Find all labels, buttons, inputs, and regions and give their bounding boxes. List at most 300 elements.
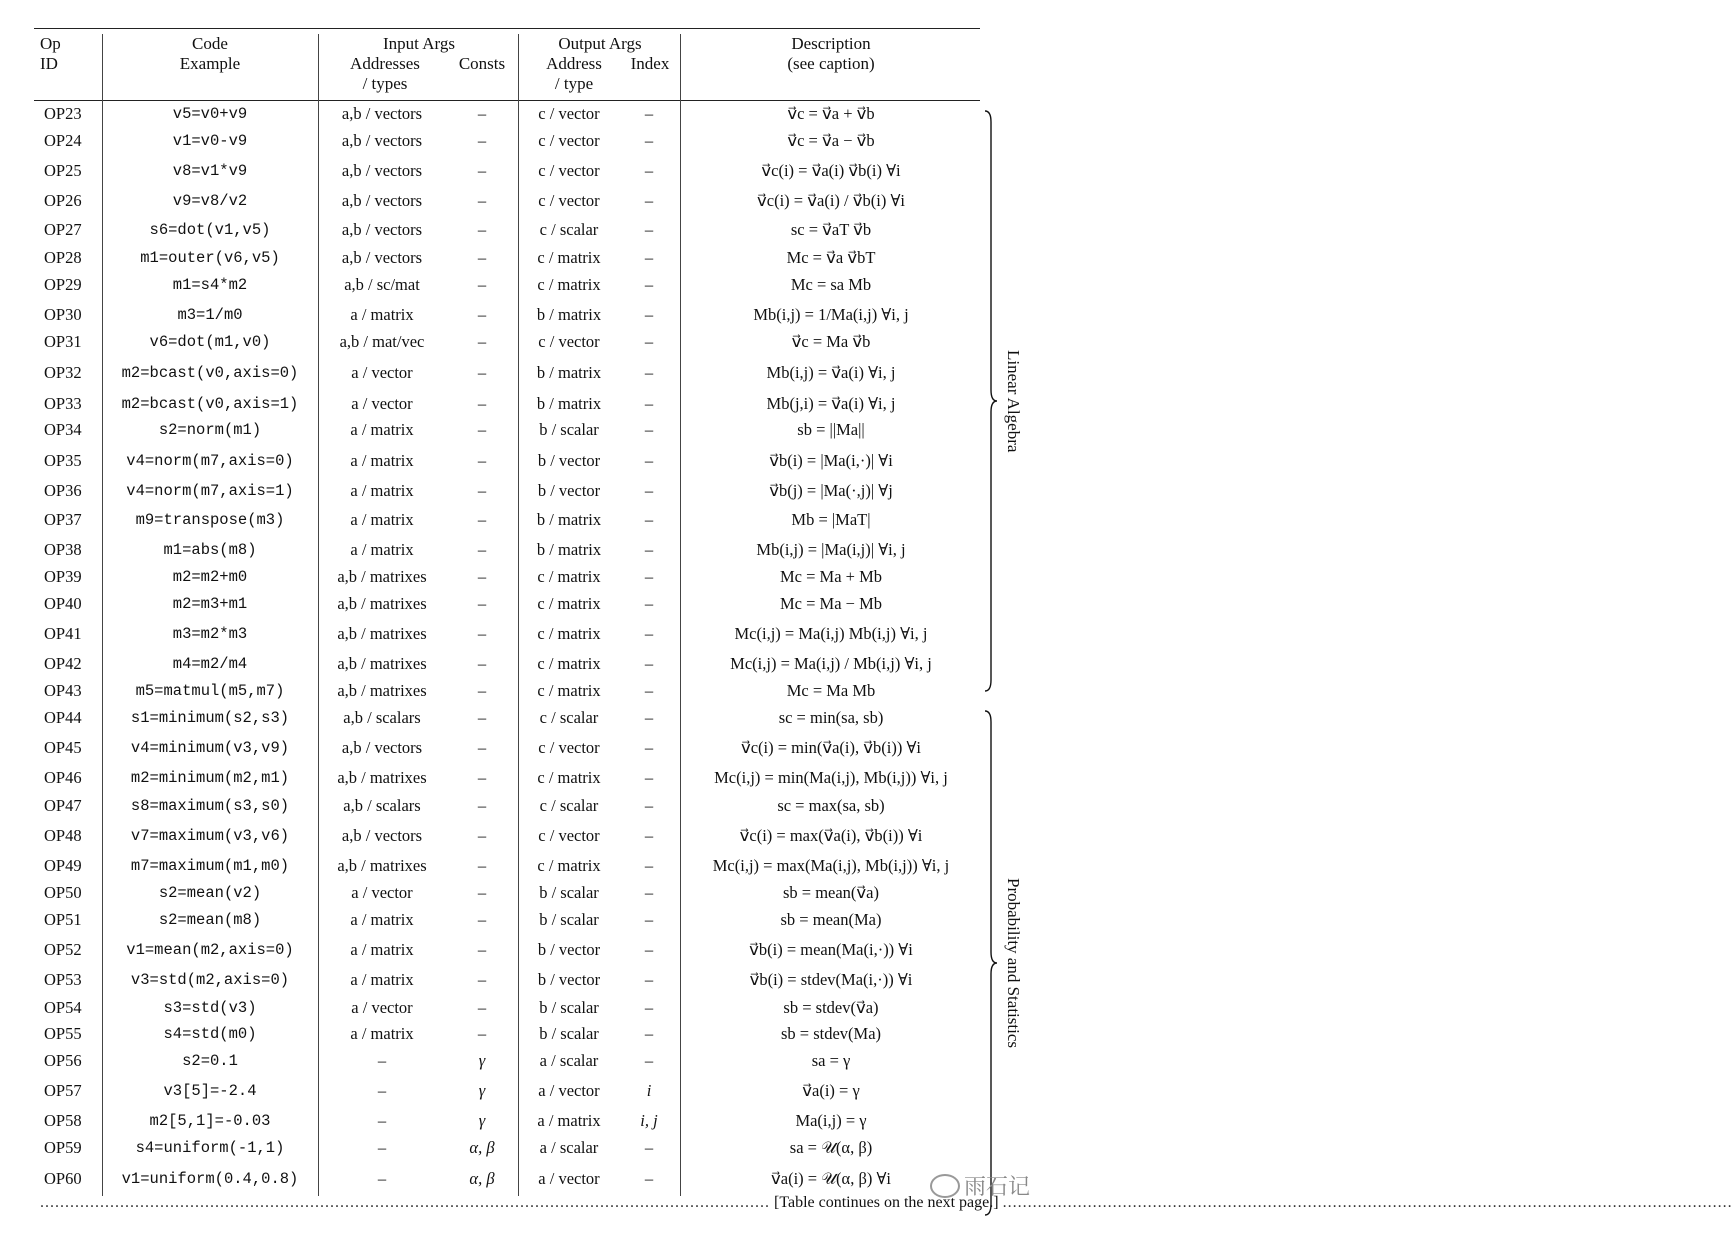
cell-desc: v⃗b(i) = |Ma(i,·)| ∀i <box>769 451 893 470</box>
cell-idx: – <box>644 394 654 413</box>
cell-out: b / vector <box>537 451 601 470</box>
cell-in: a / vector <box>351 363 413 382</box>
cell-out: b / vector <box>537 970 601 989</box>
cell-in: a,b / matrixes <box>337 624 427 643</box>
cell-idx: – <box>644 567 654 586</box>
cell-desc: sa = γ <box>811 1051 851 1070</box>
cell-id: OP24 <box>44 131 82 150</box>
cell-id: OP51 <box>44 910 82 929</box>
cell-id: OP60 <box>44 1169 82 1188</box>
cell-id: OP53 <box>44 970 82 989</box>
cell-id: OP36 <box>44 481 82 500</box>
cell-code: m2=m3+m1 <box>172 595 248 613</box>
column-out-address <box>520 0 618 1233</box>
cell-const: – <box>477 681 487 700</box>
cell-out: a / vector <box>538 1081 600 1100</box>
cell-code: s2=mean(m8) <box>158 911 262 929</box>
cell-out: c / vector <box>538 104 600 123</box>
cell-code: m2[5,1]=-0.03 <box>149 1112 271 1130</box>
cell-desc: v⃗c(i) = v⃗a(i) / v⃗b(i) ∀i <box>757 191 905 210</box>
cell-in: a / vector <box>351 394 413 413</box>
cell-code: s2=mean(v2) <box>158 884 262 902</box>
cell-idx: – <box>644 940 654 959</box>
cell-const: – <box>477 856 487 875</box>
cell-idx: – <box>644 826 654 845</box>
cell-idx: – <box>644 883 654 902</box>
cell-const: – <box>477 708 487 727</box>
cell-code: m2=bcast(v0,axis=1) <box>121 395 299 413</box>
cell-desc: v⃗b(i) = stdev(Ma(i,·)) ∀i <box>749 970 913 989</box>
cell-const: – <box>477 768 487 787</box>
cell-code: m5=matmul(m5,m7) <box>135 682 285 700</box>
cell-code: s2=norm(m1) <box>158 421 262 439</box>
cell-desc: Mc(i,j) = Ma(i,j) / Mb(i,j) ∀i, j <box>730 654 932 673</box>
cell-out: c / scalar <box>539 796 599 815</box>
cell-idx: – <box>644 1169 654 1188</box>
cell-in: – <box>377 1081 387 1100</box>
cell-out: b / matrix <box>536 540 602 559</box>
cell-id: OP40 <box>44 594 82 613</box>
cell-in: a,b / sc/mat <box>344 275 420 294</box>
header-in-consts-label: Consts <box>458 54 506 73</box>
cell-desc: Mc(i,j) = min(Ma(i,j), Mb(i,j)) ∀i, j <box>714 768 948 787</box>
cell-idx: – <box>644 191 654 210</box>
cell-out: b / scalar <box>539 420 599 439</box>
cell-in: a,b / matrixes <box>337 567 427 586</box>
cell-code: s6=dot(v1,v5) <box>149 221 271 239</box>
cell-idx: – <box>644 131 654 150</box>
cell-out: c / matrix <box>537 275 601 294</box>
cell-idx: – <box>644 161 654 180</box>
group-label-linear-algebra: Linear Algebra <box>1004 349 1023 453</box>
column-in-consts <box>452 0 512 1233</box>
cell-const: – <box>477 248 487 267</box>
cell-const: – <box>477 104 487 123</box>
column-op-id <box>44 0 102 1233</box>
cell-code: v4=minimum(v3,v9) <box>130 739 290 757</box>
cell-desc: Mc = Ma + Mb <box>779 567 883 586</box>
cell-code: m4=m2/m4 <box>172 655 248 673</box>
cell-idx: – <box>644 654 654 673</box>
header-op: Op <box>40 34 61 53</box>
cell-idx: – <box>644 1024 654 1043</box>
leader-dots: .................................................................................................................................................. <box>40 1194 770 1211</box>
cell-const: γ <box>478 1081 486 1100</box>
column-in-addresses <box>322 0 442 1233</box>
cell-code: m2=m2+m0 <box>172 568 248 586</box>
cell-desc: Mc = Ma Mb <box>786 681 876 700</box>
cell-out: b / scalar <box>539 883 599 902</box>
cell-const: – <box>477 826 487 845</box>
cell-out: c / matrix <box>537 654 601 673</box>
cell-desc: sb = ||Ma|| <box>797 420 865 439</box>
cell-in: a / matrix <box>350 305 414 324</box>
cell-desc: v⃗c(i) = v⃗a(i) v⃗b(i) ∀i <box>761 161 901 180</box>
cell-idx: – <box>644 540 654 559</box>
cell-code: m1=outer(v6,v5) <box>140 249 280 267</box>
cell-id: OP49 <box>44 856 82 875</box>
cell-idx: – <box>644 708 654 727</box>
cell-idx: i <box>646 1081 652 1100</box>
cell-in: a,b / vectors <box>341 104 423 123</box>
group-label-probability-statistics: Probability and Statistics <box>1004 878 1023 1048</box>
cell-code: s3=std(v3) <box>163 999 257 1017</box>
column-out-index <box>620 0 678 1233</box>
header-description-label: Description <box>791 34 871 53</box>
cell-desc: v⃗b(j) = |Ma(·,j)| ∀j <box>769 481 893 500</box>
cell-out: b / scalar <box>539 998 599 1017</box>
cell-code: m2=bcast(v0,axis=0) <box>121 364 299 382</box>
cell-code: v1=mean(m2,axis=0) <box>126 941 294 959</box>
cell-code: s2=0.1 <box>182 1052 238 1070</box>
cell-const: – <box>477 332 487 351</box>
column-separator <box>518 34 519 1196</box>
cell-const: – <box>477 161 487 180</box>
cell-out: c / matrix <box>537 594 601 613</box>
column-description <box>682 0 980 1233</box>
cell-id: OP55 <box>44 1024 82 1043</box>
cell-const: – <box>477 220 487 239</box>
cell-out: c / vector <box>538 131 600 150</box>
header-in-addresses-label: Addresses <box>350 54 420 73</box>
cell-const: – <box>477 624 487 643</box>
cell-const: α, β <box>469 1138 495 1157</box>
cell-id: OP35 <box>44 451 82 470</box>
cell-const: α, β <box>469 1169 495 1188</box>
cell-desc: v⃗c = v⃗a + v⃗b <box>787 104 875 123</box>
cell-out: c / matrix <box>537 768 601 787</box>
cell-in: a / matrix <box>350 910 414 929</box>
cell-idx: – <box>644 481 654 500</box>
cell-id: OP28 <box>44 248 82 267</box>
cell-code: v1=uniform(0.4,0.8) <box>121 1170 299 1188</box>
cell-idx: – <box>644 420 654 439</box>
cell-desc: sc = min(sa, sb) <box>778 708 884 727</box>
header-input-args-label: Input Args <box>383 34 455 53</box>
cell-desc: Mb(j,i) = v⃗a(i) ∀i, j <box>766 394 896 413</box>
cell-id: OP23 <box>44 104 82 123</box>
cell-idx: – <box>644 681 654 700</box>
leader-dots: .................................................................................................................................................. <box>1002 1194 1733 1211</box>
cell-in: a / matrix <box>350 1024 414 1043</box>
cell-id: OP46 <box>44 768 82 787</box>
cell-id: OP54 <box>44 998 82 1017</box>
cell-const: – <box>477 998 487 1017</box>
cell-id: OP39 <box>44 567 82 586</box>
cell-in: a,b / matrixes <box>337 681 427 700</box>
column-separator <box>318 34 319 1196</box>
header-in-types-label: / types <box>362 74 408 93</box>
cell-const: – <box>477 275 487 294</box>
cell-out: b / matrix <box>536 305 602 324</box>
cell-idx: – <box>644 104 654 123</box>
cell-desc: Mc(i,j) = Ma(i,j) Mb(i,j) ∀i, j <box>734 624 928 643</box>
cell-desc: Mb(i,j) = 1/Ma(i,j) ∀i, j <box>753 305 909 324</box>
cell-idx: – <box>644 363 654 382</box>
header-example-label: Example <box>179 54 241 73</box>
cell-id: OP56 <box>44 1051 82 1070</box>
cell-id: OP41 <box>44 624 82 643</box>
cell-code: s8=maximum(s3,s0) <box>130 797 290 815</box>
cell-const: – <box>477 1024 487 1043</box>
cell-const: – <box>477 420 487 439</box>
cell-out: b / matrix <box>536 363 602 382</box>
cell-desc: v⃗a(i) = γ <box>802 1081 860 1100</box>
cell-desc: Mc = v⃗a v⃗bT <box>786 248 876 267</box>
cell-id: OP25 <box>44 161 82 180</box>
cell-code: m9=transpose(m3) <box>135 511 285 529</box>
cell-out: b / scalar <box>539 910 599 929</box>
cell-code: v9=v8/v2 <box>172 192 248 210</box>
cell-out: b / scalar <box>539 1024 599 1043</box>
cell-in: a / matrix <box>350 451 414 470</box>
header-out-index-label: Index <box>630 54 670 73</box>
cell-code: v8=v1*v9 <box>172 162 248 180</box>
cell-code: v1=v0-v9 <box>172 132 248 150</box>
cell-in: a / matrix <box>350 540 414 559</box>
header-code-label: Code <box>192 34 228 53</box>
cell-in: a,b / matrixes <box>337 768 427 787</box>
cell-in: a / matrix <box>350 510 414 529</box>
cell-idx: – <box>644 624 654 643</box>
cell-id: OP44 <box>44 708 82 727</box>
cell-out: a / matrix <box>537 1111 601 1130</box>
cell-code: v3[5]=-2.4 <box>163 1082 257 1100</box>
cell-const: – <box>477 567 487 586</box>
cell-const: – <box>477 910 487 929</box>
cell-desc: sb = stdev(Ma) <box>780 1024 882 1043</box>
cell-out: a / scalar <box>539 1051 599 1070</box>
cell-const: – <box>477 363 487 382</box>
cell-code: s4=uniform(-1,1) <box>135 1139 285 1157</box>
cell-code: m1=s4*m2 <box>172 276 248 294</box>
cell-in: a / matrix <box>350 481 414 500</box>
cell-in: a,b / vectors <box>341 161 423 180</box>
cell-in: a,b / matrixes <box>337 654 427 673</box>
cell-out: c / matrix <box>537 681 601 700</box>
cell-code: s4=std(m0) <box>163 1025 257 1043</box>
cell-idx: – <box>644 910 654 929</box>
cell-out: b / vector <box>537 940 601 959</box>
chat-bubble-icon <box>930 1174 960 1198</box>
cell-out: c / matrix <box>537 248 601 267</box>
cell-out: c / matrix <box>537 624 601 643</box>
cell-code: m2=minimum(m2,m1) <box>130 769 290 787</box>
cell-in: a / matrix <box>350 420 414 439</box>
cell-idx: – <box>644 856 654 875</box>
cell-idx: – <box>644 970 654 989</box>
cell-idx: – <box>644 1138 654 1157</box>
cell-desc: sb = mean(Ma) <box>780 910 882 929</box>
cell-id: OP47 <box>44 796 82 815</box>
cell-const: – <box>477 481 487 500</box>
cell-const: – <box>477 970 487 989</box>
table-continues-note <box>40 1194 1733 1212</box>
cell-desc: Ma(i,j) = γ <box>795 1111 867 1130</box>
cell-in: a / matrix <box>350 940 414 959</box>
cell-out: c / vector <box>538 332 600 351</box>
cell-out: c / matrix <box>537 856 601 875</box>
header-id: ID <box>40 54 58 73</box>
cell-desc: Mb = |MaT| <box>791 510 871 529</box>
cell-idx: – <box>644 275 654 294</box>
cell-in: a,b / matrixes <box>337 594 427 613</box>
cell-desc: sc = v⃗aT v⃗b <box>790 220 872 239</box>
cell-in: – <box>377 1169 387 1188</box>
cell-code: m3=m2*m3 <box>172 625 248 643</box>
watermark-text: 雨石记 <box>964 1175 1031 1200</box>
cell-in: a,b / scalars <box>343 708 421 727</box>
continues-text: [Table continues on the next page.] <box>774 1194 999 1211</box>
cell-id: OP59 <box>44 1138 82 1157</box>
cell-desc: Mb(i,j) = |Ma(i,j)| ∀i, j <box>756 540 906 559</box>
cell-desc: sb = stdev(v⃗a) <box>783 998 879 1017</box>
cell-id: OP27 <box>44 220 82 239</box>
cell-desc: Mc = Ma − Mb <box>779 594 883 613</box>
cell-in: – <box>377 1051 387 1070</box>
cell-in: – <box>377 1111 387 1130</box>
cell-desc: sb = mean(v⃗a) <box>782 883 880 902</box>
cell-id: OP45 <box>44 738 82 757</box>
cell-out: b / matrix <box>536 394 602 413</box>
cell-desc: Mc = sa Mb <box>790 275 872 294</box>
cell-in: a,b / scalars <box>343 796 421 815</box>
cell-in: a / vector <box>351 998 413 1017</box>
cell-code: v5=v0+v9 <box>172 105 248 123</box>
cell-out: a / scalar <box>539 1138 599 1157</box>
cell-out: c / vector <box>538 826 600 845</box>
cell-const: γ <box>478 1111 486 1130</box>
cell-desc: v⃗a(i) = 𝒰(α, β) ∀i <box>770 1169 891 1188</box>
cell-id: OP38 <box>44 540 82 559</box>
header-out-address-label: Address <box>546 54 602 73</box>
cell-in: a / matrix <box>350 970 414 989</box>
cell-desc: Mc(i,j) = max(Ma(i,j), Mb(i,j)) ∀i, j <box>712 856 950 875</box>
cell-out: c / matrix <box>537 567 601 586</box>
cell-in: a,b / vectors <box>341 220 423 239</box>
cell-code: s1=minimum(s2,s3) <box>130 709 290 727</box>
header-output-args-label: Output Args <box>558 34 642 53</box>
cell-desc: v⃗c(i) = max(v⃗a(i), v⃗b(i)) ∀i <box>739 826 923 845</box>
cell-code: m3=1/m0 <box>177 306 243 324</box>
cell-idx: – <box>644 451 654 470</box>
cell-in: a,b / vectors <box>341 826 423 845</box>
cell-id: OP26 <box>44 191 82 210</box>
cell-desc: sa = 𝒰(α, β) <box>789 1138 873 1157</box>
cell-const: – <box>477 305 487 324</box>
cell-code: m1=abs(m8) <box>163 541 257 559</box>
cell-id: OP58 <box>44 1111 82 1130</box>
column-code-example <box>104 0 316 1233</box>
cell-in: a,b / vectors <box>341 738 423 757</box>
cell-out: c / vector <box>538 191 600 210</box>
cell-idx: – <box>644 768 654 787</box>
cell-desc: v⃗b(i) = mean(Ma(i,·)) ∀i <box>749 940 913 959</box>
cell-in: a,b / vectors <box>341 248 423 267</box>
cell-id: OP57 <box>44 1081 82 1100</box>
cell-desc: v⃗c(i) = min(v⃗a(i), v⃗b(i)) ∀i <box>740 738 922 757</box>
column-separator <box>102 34 103 1196</box>
cell-const: – <box>477 131 487 150</box>
cell-id: OP48 <box>44 826 82 845</box>
cell-const: – <box>477 883 487 902</box>
cell-idx: – <box>644 1051 654 1070</box>
cell-code: v3=std(m2,axis=0) <box>130 971 290 989</box>
cell-const: – <box>477 510 487 529</box>
cell-out: c / scalar <box>539 708 599 727</box>
cell-const: – <box>477 191 487 210</box>
cell-out: b / vector <box>537 481 601 500</box>
cell-const: – <box>477 940 487 959</box>
cell-in: a / vector <box>351 883 413 902</box>
cell-idx: – <box>644 594 654 613</box>
cell-idx: i, j <box>640 1111 658 1130</box>
cell-out: c / vector <box>538 161 600 180</box>
header-see-caption-label: (see caption) <box>787 54 875 73</box>
cell-desc: v⃗c = Ma v⃗b <box>791 332 871 351</box>
cell-in: a,b / matrixes <box>337 856 427 875</box>
watermark <box>930 1170 1030 1201</box>
cell-in: a,b / mat/vec <box>339 332 425 351</box>
cell-in: a,b / vectors <box>341 191 423 210</box>
cell-const: – <box>477 451 487 470</box>
column-separator <box>680 34 681 1196</box>
cell-const: – <box>477 540 487 559</box>
cell-const: – <box>477 738 487 757</box>
cell-desc: v⃗c = v⃗a − v⃗b <box>787 131 875 150</box>
cell-out: b / matrix <box>536 510 602 529</box>
cell-idx: – <box>644 998 654 1017</box>
cell-idx: – <box>644 738 654 757</box>
cell-idx: – <box>644 305 654 324</box>
cell-idx: – <box>644 220 654 239</box>
cell-in: – <box>377 1138 387 1157</box>
cell-id: OP29 <box>44 275 82 294</box>
cell-desc: Mb(i,j) = v⃗a(i) ∀i, j <box>766 363 896 382</box>
cell-id: OP37 <box>44 510 82 529</box>
cell-desc: sc = max(sa, sb) <box>777 796 885 815</box>
cell-idx: – <box>644 510 654 529</box>
cell-id: OP33 <box>44 394 82 413</box>
cell-out: c / vector <box>538 738 600 757</box>
cell-idx: – <box>644 332 654 351</box>
cell-id: OP42 <box>44 654 82 673</box>
cell-idx: – <box>644 248 654 267</box>
cell-in: a,b / vectors <box>341 131 423 150</box>
cell-id: OP31 <box>44 332 82 351</box>
cell-id: OP50 <box>44 883 82 902</box>
cell-code: m7=maximum(m1,m0) <box>130 857 290 875</box>
cell-idx: – <box>644 796 654 815</box>
cell-code: v6=dot(m1,v0) <box>149 333 271 351</box>
cell-id: OP34 <box>44 420 82 439</box>
cell-out: a / vector <box>538 1169 600 1188</box>
header-out-type-label: / type <box>554 74 594 93</box>
cell-const: – <box>477 394 487 413</box>
cell-code: v4=norm(m7,axis=1) <box>126 482 294 500</box>
cell-const: – <box>477 796 487 815</box>
cell-const: γ <box>478 1051 486 1070</box>
cell-code: v7=maximum(v3,v6) <box>130 827 290 845</box>
cell-id: OP52 <box>44 940 82 959</box>
cell-const: – <box>477 654 487 673</box>
cell-id: OP30 <box>44 305 82 324</box>
cell-id: OP32 <box>44 363 82 382</box>
cell-out: c / scalar <box>539 220 599 239</box>
cell-code: v4=norm(m7,axis=0) <box>126 452 294 470</box>
cell-const: – <box>477 594 487 613</box>
cell-id: OP43 <box>44 681 82 700</box>
